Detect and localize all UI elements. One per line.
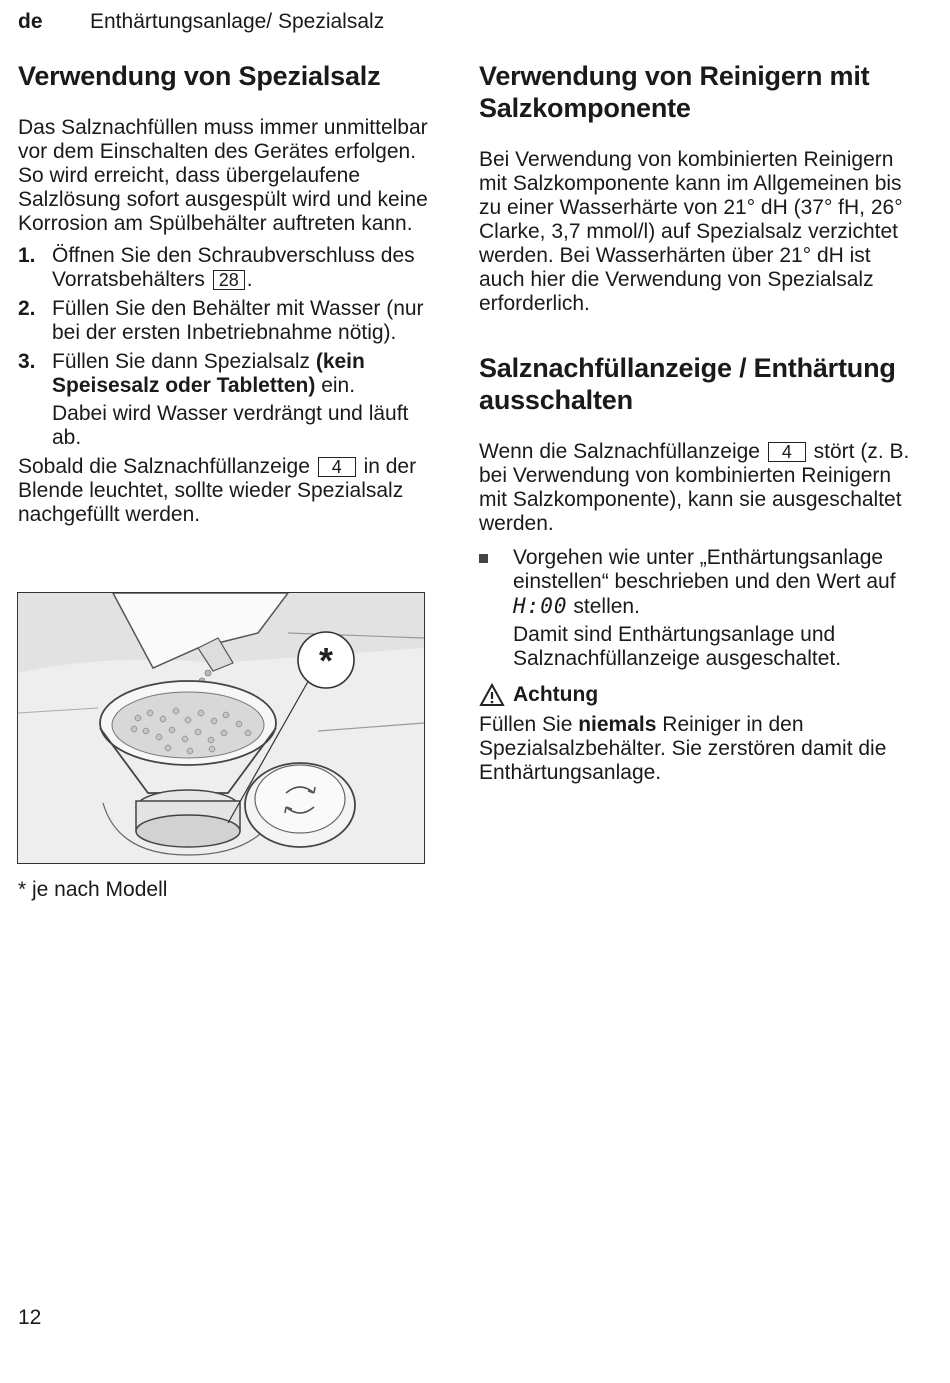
- reiniger-paragraph: Bei Verwendung von kombinierten Reinigern mit Salzkomponente kann im Allgemeinen bis zu einer Wasserhärte von 21° dH (37° fH, 26° Clarke, 3,7 mmol/l) auf Spezialsalz verzichtet werden. Bei Wasserhärten über 21° dH ist auch hier die Verwendung von Spezialsalz erforderlich.: [479, 148, 903, 315]
- right-column: [479, 60, 919, 785]
- step-text: Öffnen Sie den Schraubverschluss des Vorratsbehälters: [52, 244, 415, 291]
- ausschalten-paragraph: [479, 440, 919, 536]
- left-column: [18, 60, 436, 527]
- footnote: * je nach Modell: [18, 878, 168, 901]
- ref-box-4: 4: [768, 442, 806, 462]
- outro-text-end: in der Blende leuchtet, sollte wieder Spezialsalz nachgefüllt werden.: [18, 455, 417, 526]
- warning-triangle-icon: [479, 683, 505, 707]
- page-number: 12: [18, 1306, 42, 1329]
- step-2: [18, 297, 436, 345]
- heading-enthaertung-ausschalten: Salznachfüllanzeige / Enthärtung ausschalten: [479, 353, 896, 415]
- step-1: [18, 244, 436, 292]
- step-text-end: .: [246, 268, 253, 291]
- outro-paragraph: [18, 455, 436, 527]
- step-number: 2.: [18, 297, 36, 320]
- steps-list: [18, 244, 436, 450]
- salt-filling-illustration: [17, 592, 425, 864]
- step-text-end: ein.: [315, 374, 356, 397]
- section-title: Enthärtungsanlage/ Spezialsalz: [90, 10, 385, 33]
- bullet-sub-text: Damit sind Enthärtungsanlage und Salznachfüllanzeige ausgeschaltet.: [513, 623, 842, 670]
- heading-spezialsalz: Verwendung von Spezialsalz: [18, 61, 381, 91]
- bullet-text-a: Vorgehen wie unter „Enthärtungsanlage einstellen“ beschrieben und den Wert auf: [513, 546, 896, 593]
- step-number: 3.: [18, 350, 36, 373]
- step-sub-text: Dabei wird Wasser verdrängt und läuft ab.: [52, 402, 409, 449]
- funnel-drawing: [18, 593, 424, 863]
- warning-text-a: Füllen Sie: [479, 713, 579, 736]
- step-3: [18, 350, 436, 450]
- bullet-item: [479, 546, 919, 671]
- intro-paragraph: Das Salznachfüllen muss immer unmittelbar vor dem Einschalten des Gerätes erfolgen. So wird erreicht, dass übergelaufene Salzlösung sofort ausgespült wird und keine Korrosion am Spülbehälter auftreten kann.: [18, 116, 428, 235]
- step-text: Füllen Sie dann Spezialsalz: [52, 350, 316, 373]
- warning-bold: niemals: [578, 713, 657, 736]
- ausschalten-text-end: stört (z. B. bei Verwendung von kombinierten Reinigern mit Salzkomponente), kann sie ausgeschaltet werden.: [479, 440, 910, 535]
- step-text: Füllen Sie den Behälter mit Wasser (nur bei der ersten Inbetriebnahme nötig).: [52, 297, 424, 344]
- bullet-text: [513, 546, 919, 619]
- ref-box-4: 4: [318, 457, 356, 477]
- outro-text: Sobald die Salznachfüllanzeige: [18, 455, 316, 478]
- bullet-text-b: stellen.: [567, 595, 640, 618]
- warning-text: [479, 713, 919, 785]
- step-number: 1.: [18, 244, 36, 267]
- warning-text-b: Reiniger in den Spezialsalzbehälter. Sie zerstören damit die Enthärtungsanlage.: [479, 713, 887, 784]
- display-value: H:00: [513, 594, 568, 618]
- ref-box-28: 28: [213, 270, 245, 290]
- heading-reiniger-salzkomponente: Verwendung von Reinigern mit Salzkomponente: [479, 61, 870, 123]
- step-bold-note: (kein Speisesalz oder Tabletten): [52, 350, 365, 397]
- warning-heading: [479, 683, 919, 707]
- ausschalten-text: Wenn die Salznachfüllanzeige: [479, 440, 766, 463]
- page-header: [18, 10, 384, 34]
- warning-title: Achtung: [513, 683, 599, 706]
- language-code: de: [18, 10, 43, 33]
- square-bullet-icon: [479, 554, 488, 563]
- optional-part-star: *: [318, 640, 334, 681]
